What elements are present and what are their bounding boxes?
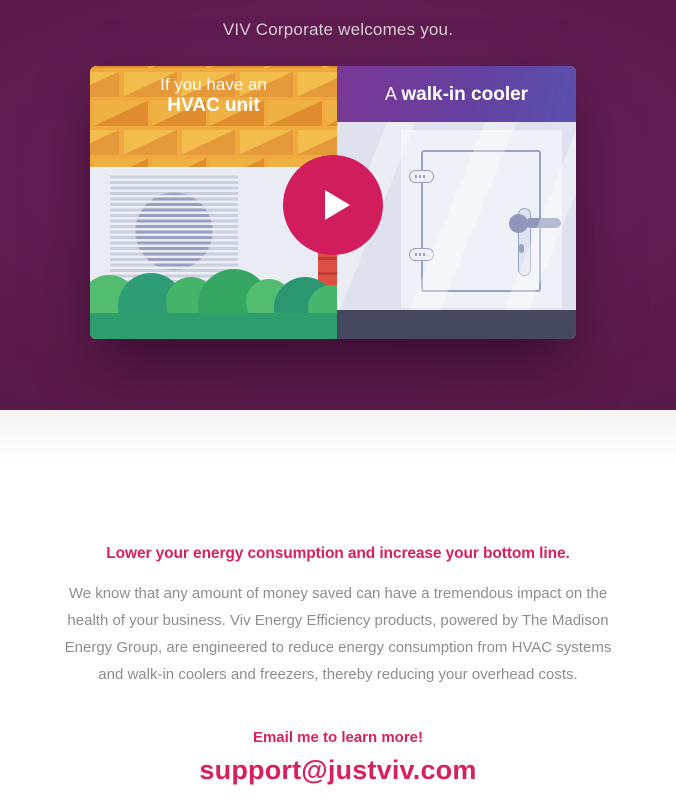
support-email-link[interactable]: support@justviv.com <box>199 755 477 785</box>
play-icon <box>325 190 350 220</box>
body-paragraph: We know that any amount of money saved can have a tremendous impact on the health of your business. Viv Energy Efficiency products, powered by The Madison Energy Group, are engineered to reduce energy consumption from HVAC systems and walk-in coolers and freezers, thereby reducing your overhead costs. <box>64 585 612 683</box>
cooler-caption-prefix: A <box>384 84 397 104</box>
hvac-caption <box>90 74 337 117</box>
door-handle-lever <box>525 218 561 228</box>
cooler-caption <box>337 66 576 122</box>
email-cta-label: Email me to learn more! <box>252 729 424 746</box>
hvac-caption-line2: HVAC unit <box>167 95 260 116</box>
hvac-caption-line1: If you have an <box>160 75 267 94</box>
page-title: VIV Corporate welcomes you. <box>222 20 454 39</box>
door-hinge-top <box>409 170 434 183</box>
bushes <box>90 275 337 339</box>
cooler-floor <box>337 310 576 339</box>
cooler-door-panel <box>401 130 562 308</box>
door-keyhole <box>519 244 524 253</box>
play-button[interactable] <box>283 155 383 255</box>
cooler-door <box>421 150 541 292</box>
hvac-vent-grille <box>110 173 238 285</box>
message-section <box>0 410 676 799</box>
cooler-caption-label: walk-in cooler <box>401 84 529 105</box>
benefit-headline: Lower your energy consumption and increase your bottom line. <box>106 545 570 562</box>
door-hinge-bottom <box>409 248 434 261</box>
video-thumbnail[interactable] <box>90 66 576 339</box>
